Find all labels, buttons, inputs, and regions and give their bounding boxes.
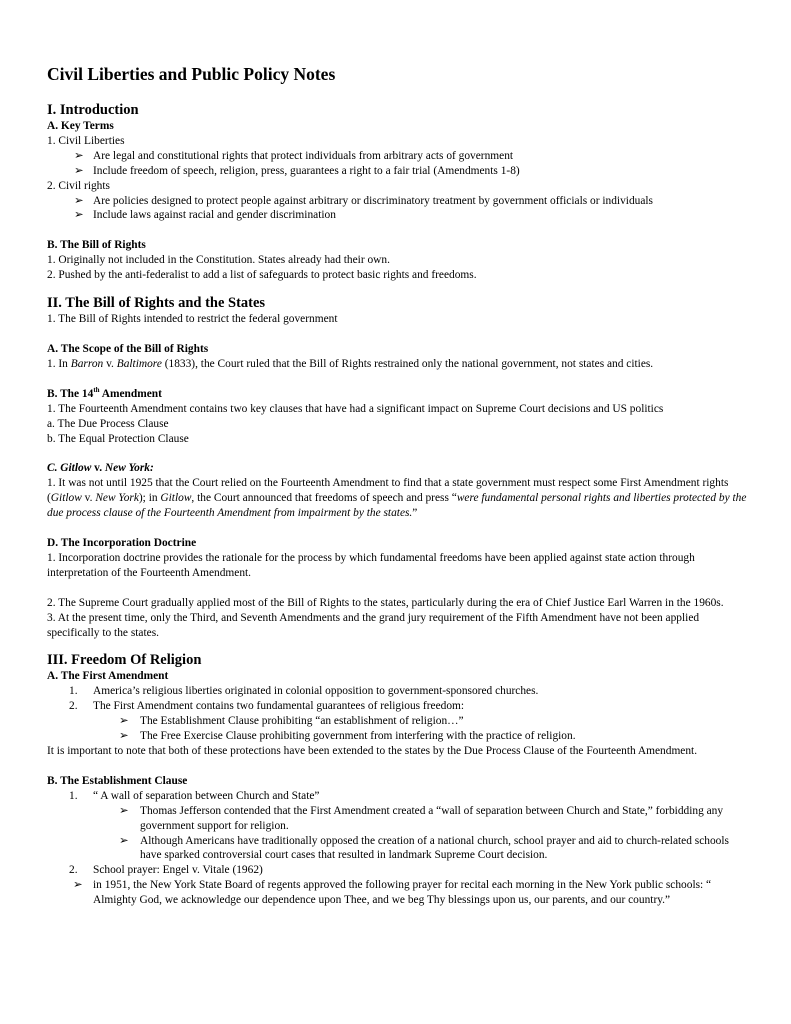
section-3b-heading: B. The Establishment Clause xyxy=(47,774,188,787)
paragraph: 1. The Bill of Rights intended to restrict the federal government xyxy=(47,313,338,326)
numbered-item: 2. The First Amendment contains two fundamental guarantees of religious freedom: xyxy=(69,700,465,713)
paragraph: 1. It was not until 1925 that the Court relied on the Fourteenth Amendment to find that a state government must respect some First Amendment rights (Gitlow v. New York); in Gitlow, the Court announced that freedoms of speech and press “were fundamental personal rights and liberties protected by the due process clause of the Fourteenth Amendment from impairment by the states.” xyxy=(47,477,747,520)
section-3-heading: III. Freedom Of Religion xyxy=(47,652,202,669)
bullet-item: ➢ Include laws against racial and gender discrimination xyxy=(74,209,336,222)
document-page xyxy=(47,64,747,908)
section-1-heading: I. Introduction xyxy=(47,102,139,118)
bullet-item: ➢ Thomas Jefferson contended that the First Amendment created a “wall of separation between Church and State,” forbidding any government support for religion. xyxy=(119,804,724,832)
section-2a-heading: A. The Scope of the Bill of Rights xyxy=(47,342,209,355)
bullet-item: ➢ Include freedom of speech, religion, press, guarantees a right to a fair trial (Amendments 1-8) xyxy=(74,164,520,177)
paragraph: b. The Equal Protection Clause xyxy=(47,432,189,445)
bullet-item: ➢ Are legal and constitutional rights that protect individuals from arbitrary acts of government xyxy=(74,149,514,162)
arrow-bullet-icon: ➢ xyxy=(119,834,129,847)
bullet-item: ➢ in 1951, the New York State Board of regents approved the following prayer for recital each morning in the New York public schools: “ Almighty God, we acknowledge our dependence upon Thee, and we beg Thy blessings upon us, our parents, and our country.” xyxy=(73,879,712,907)
bullet-item: ➢ The Free Exercise Clause prohibiting government from interfering with the practice of religion. xyxy=(119,730,576,743)
paragraph: 1. The Fourteenth Amendment contains two key clauses that have had a significant impact on Supreme Court decisions and US politics xyxy=(47,402,664,415)
civil-rights-item: 2. Civil rights xyxy=(47,179,110,192)
section-2-heading: II. The Bill of Rights and the States xyxy=(47,295,266,312)
bullet-item: ➢ The Establishment Clause prohibiting “an establishment of religion…” xyxy=(119,715,464,728)
section-3a-heading: A. The First Amendment xyxy=(47,670,169,683)
arrow-bullet-icon: ➢ xyxy=(119,730,129,743)
bullet-item: ➢ Are policies designed to protect people against arbitrary or discriminatory treatment by government officials or individuals xyxy=(74,194,653,207)
arrow-bullet-icon: ➢ xyxy=(73,879,83,892)
paragraph: 1. Originally not included in the Constitution. States already had their own. xyxy=(47,254,390,267)
paragraph: 2. Pushed by the anti-federalist to add a list of safeguards to protect basic rights and freedoms. xyxy=(47,269,477,282)
arrow-bullet-icon: ➢ xyxy=(74,209,84,222)
numbered-item: 1. America’s religious liberties originated in colonial opposition to government-sponsored churches. xyxy=(69,685,539,698)
arrow-bullet-icon: ➢ xyxy=(74,194,84,207)
paragraph: 1. Incorporation doctrine provides the rationale for the process by which fundamental freedoms have been applied against state action through interpretation of the Fourteenth Amendment. xyxy=(47,551,695,579)
section-1a-heading: A. Key Terms xyxy=(47,120,114,132)
civil-liberties-item: 1. Civil Liberties xyxy=(47,134,125,147)
section-2b-heading: B. The 14th Amendment xyxy=(47,385,162,400)
paragraph: It is important to note that both of these protections have been extended to the states by the Due Process Clause of the Fourteenth Amendment. xyxy=(47,745,698,757)
arrow-bullet-icon: ➢ xyxy=(74,149,84,162)
section-1b-heading: B. The Bill of Rights xyxy=(47,239,146,252)
bullet-item: ➢ Although Americans have traditionally opposed the creation of a national church, school prayer and aid to church-related schools have sparked controversial court cases that resulted in landmark Supreme Court decision. xyxy=(119,834,729,862)
paragraph: a. The Due Process Clause xyxy=(47,417,169,430)
numbered-item: 2. School prayer: Engel v. Vitale (1962) xyxy=(69,864,263,877)
paragraph: 3. At the present time, only the Third, and Seventh Amendments and the grand jury requirement of the Fifth Amendment have not been applied specifically to the states. xyxy=(47,611,700,639)
arrow-bullet-icon: ➢ xyxy=(119,715,129,728)
paragraph: 1. In Barron v. Baltimore (1833), the Court ruled that the Bill of Rights restrained only the national government, not states and cities. xyxy=(47,357,654,370)
arrow-bullet-icon: ➢ xyxy=(74,164,84,177)
document-title: Civil Liberties and Public Policy Notes xyxy=(47,64,336,84)
arrow-bullet-icon: ➢ xyxy=(119,804,129,817)
paragraph: 2. The Supreme Court gradually applied most of the Bill of Rights to the states, particularly during the era of Chief Justice Earl Warren in the 1960s. xyxy=(47,596,724,609)
numbered-item: 1. “ A wall of separation between Church and State” xyxy=(69,789,320,802)
section-2c-heading: C. Gitlow v. New York: xyxy=(47,462,154,475)
section-2d-heading: D. The Incorporation Doctrine xyxy=(47,537,197,550)
